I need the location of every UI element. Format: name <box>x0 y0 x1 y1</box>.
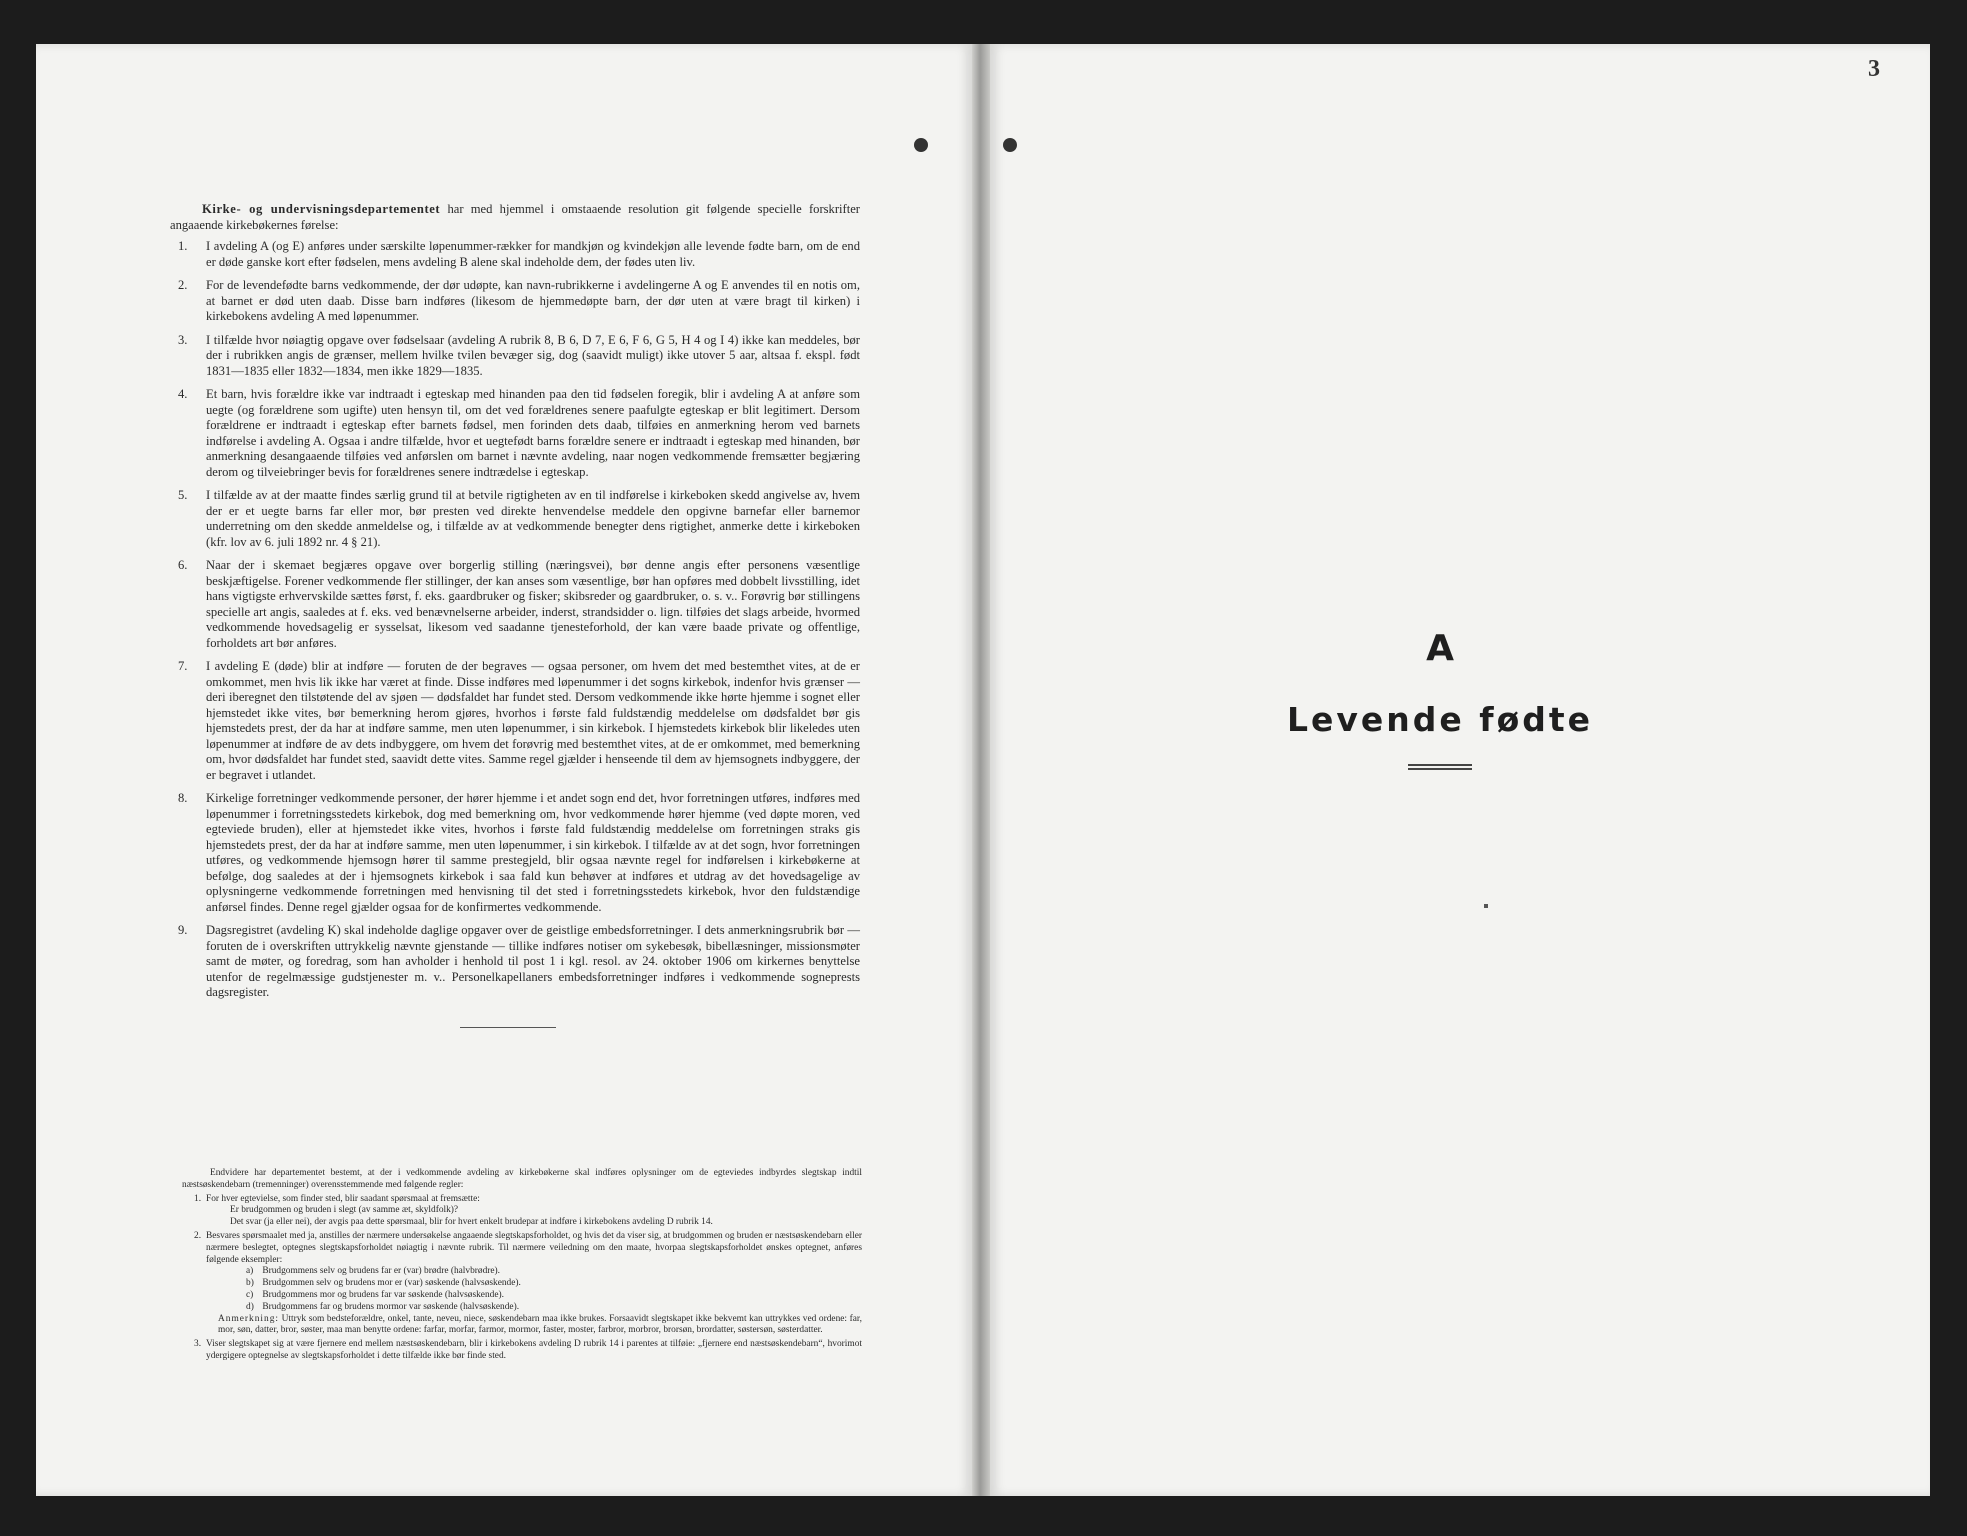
page-number: 3 <box>1868 56 1880 82</box>
example-text: Brudgommen selv og brudens mor er (var) søskende (halvsøskende). <box>262 1278 521 1289</box>
rule-text: For de levendefødte barns vedkommende, der dør udøpte, kan navn-rubrikkerne i avdelingerne A og E anvendes til en notis om, at barnet er død uten daab. Disse barn indføres (likesom de hjemmedøpte barn, der dør uten at være bragt til kirken) i kirkebokens avdeling A med løpenummer. <box>206 278 860 323</box>
rule-item <box>170 488 860 550</box>
supplement-rule <box>182 1231 862 1337</box>
rule-number: 5. <box>178 488 188 502</box>
rule-item <box>170 659 860 783</box>
intro-text: har med hjemmel i omstaaende resolution git følgende specielle forskrifter angaaende kirkebøkernes førelse: <box>170 202 860 232</box>
rule-text: I avdeling E (døde) blir at indføre — foruten de der begraves — ogsaa personer, om hvem det med bestemthet vites, at de er omkommet, men hvis lik ikke har været at finde. Disse indføres med løpenummer i det sogns kirkebok, indenfor hvis grænser — deri iberegnet den tilstøtende del av sjøen — dødsfaldet har fundet sted. Dersom vedkommende ikke hørte hjemme i sognet eller hjemstedet ikke vites, bør bemerkning herom gjøres, hvorhos i første fald fuldstændig meddelelse om dødsfaldet bør gis hjemstedets prest, der da har at indføre samme, men uten løpenummer, i sin kirkebok. I hjemstedets kirkebok blir likeledes uten løpenummer at indføre de av dets indbyggere, om hvem det forøvrig med bestemthet vites, at de er omkommet, med bemerkning om, hvor dødsfaldet har fundet sted, saavidt dette vites. Samme regel gjælder i henseende til dem av hjemsognets indbyggere, der er begravet i utlandet. <box>206 659 860 782</box>
supplement-text <box>182 1168 862 1365</box>
rule-item <box>170 333 860 380</box>
regulations-text <box>170 202 860 1028</box>
rule-text: Kirkelige forretninger vedkommende personer, der hører hjemme i et andet sogn end det, hvor forretningen utføres, indføres med løpenummer i forretningsstedets kirkebok, dog med bemerkning om, hvor vedkommende hører hjemme (ved døpte moren, ved egteviede bruden), eller at hjemstedet ikke vites, hvorhos i første fald fuldstændig meddelelse om forretningen straks gis hjemstedets prest, der da har at indføre samme, men uten løpenummer, i sin kirkebok. I tilfælde av at det sogn, hvor forretningen utføres, og vedkommende hjemsogn hører til samme prestegjeld, blir ogsaa nævnte regel for indførelsen i kirkebøkerne at befølge, dog saaledes at der i hjemsognets kirkebok i saa fald kun behøver at indføres et utdrag av det hovedsagelige av oplysningerne vedkommende forretningen med henvisning til det sted i forretningsstedets kirkebok, hvor den fuldstændige anførsel findes. Denne regel gjælder ogsaa for de konfirmertes vedkommende. <box>206 791 860 914</box>
example-item <box>206 1278 862 1290</box>
note-label: Anmerkning: <box>218 1313 279 1324</box>
example-label: b) <box>246 1278 254 1289</box>
section-title: Levende fødte <box>1286 700 1594 739</box>
example-item <box>206 1290 862 1302</box>
section-divider <box>460 1027 556 1028</box>
rule-item <box>170 387 860 480</box>
rule-item <box>170 923 860 1001</box>
example-label: d) <box>246 1301 254 1312</box>
rule-number: 3. <box>178 332 188 347</box>
binding-hole-right <box>1003 138 1017 152</box>
rule-text: I tilfælde hvor nøiagtig opgave over fødselsaar (avdeling A rubrik 8, B 6, D 7, E 6, F 6, G 5, H 4 og I 4) ikke kan meddeles, bør der i rubrikken angis de grænser, mellem hvilke tvilen bevæger sig, dog (saavidt muligt) ikke utover 5 aar, altsaa f. ekspl. født 1831—1835 eller 1832—1834, men ikke 1829—1835. <box>206 332 860 378</box>
rule-item <box>170 239 860 270</box>
right-page <box>990 44 1930 1496</box>
rule-number: 2. <box>194 1230 202 1241</box>
rule-text: I avdeling A (og E) anføres under særskilte løpenummer-rækker for mandkjøn og kvindekjøn alle levende fødte barn, om de end er døde ganske kort efter fødselen, mens avdeling B alene skal indeholde dem, der fødes uten liv. <box>206 239 860 269</box>
rule-text: Besvares spørsmaalet med ja, anstilles der nærmere undersøkelse angaaende slegtskapsforholdet, og hvis det da viser sig, at brudgommen og bruden er næstsøskendebarn eller nærmere beslegtet, optegnes slegtskapsforholdet nøiagtig i nævnte rubrik. Til nærmere veiledning om den maate, hvorpaa slegtskapsforholdet ønskes optegnet, anføres følgende eksempler: <box>206 1230 862 1265</box>
paper-speck <box>1484 904 1488 908</box>
example-item <box>206 1266 862 1278</box>
rule-text: Naar der i skemaet begjæres opgave over borgerlig stilling (næringsvei), bør denne angis efter personens væsentlige beskjæftigelse. Forener vedkommende fler stillinger, der kan anses som væsentlige, bør han opføres med dobbelt livsstilling, idet hans vigtigste erhvervskilde sættes først, f. eks. gaardbruker og fisker; skibsreder og gaardbruker, o. s. v.. Forøvrig bør stillingens specielle art angis, saaledes at f. eks. ved benævnelserne arbeider, inderst, strandsidder o. lign. tilføies det slags arbeide, hvormed vedkommende hovedsagelig er sysselsat, likesom ved saadanne tjenesteforhold, der kan være baade private og offentlige, forholdets art bør anføres. <box>206 558 860 650</box>
rule-number: 8. <box>178 791 188 805</box>
rule-text: I tilfælde av at der maatte findes særlig grund til at betvile rigtigheten av en til indførelse i kirkeboken skedd angivelse av, hvem der er et uegte barns far eller mor, bør presten ved direkte henvendelse meddele den opgivne barnefar eller barnemor underretning om den skedde anmeldelse og, i tilfælde av at vedkommende benegter dens rigtighet, anmerke dette i kirkeboken (kfr. lov av 6. juli 1892 nr. 4 § 21). <box>206 488 860 549</box>
rule-body <box>206 1231 862 1337</box>
rule-number: 7. <box>178 659 188 673</box>
binding-hole-left <box>914 138 928 152</box>
note-text: Uttryk som bedsteforældre, onkel, tante, neveu, niece, søskendebarn maa ikke brukes. Forsaavidt slegtskapet ikke bekvemt kan uttrykkes ved ordene: far, mor, søn, datter, bror, søster, maa man benytte ordene: farfar, morfar, farmor, mormor, faster, moster, farbror, morbror, brorsøn, brordatter, søstersøn, søsterdatter. <box>218 1313 863 1336</box>
title-underline <box>1408 764 1472 770</box>
section-letter: A <box>1426 628 1454 669</box>
regulations-intro <box>170 202 860 233</box>
rule-text: Et barn, hvis forældre ikke var indtraadt i egteskap med hinanden paa den tid fødselen foregik, blir i avdeling A at anføre som uegte (og forældrene som ugifte) uten hensyn til, om det ved forældrenes senere paafulgte egteskap er blit legitimert. Dersom forældrene er indtraadt i egteskap efter barnets fødsel, men forinden dets daab, tilføies en anmerkning herom ved barnets indførelse i avdeling A. Ogsaa i andre tilfælde, hvor et uegtefødt barns forældre senere er indtraadt i egteskap med hinanden, bør anmerkning desangaaende tilføies ved anførslen om barnet i nævnte avdeling, naar nogen vedkommende fremsætter begjæring derom og tilveiebringer bevis for forældrenes senere indtrædelse i egteskap. <box>206 387 860 479</box>
example-label: c) <box>246 1289 254 1300</box>
rule-number: 2. <box>178 278 188 292</box>
supplement-rule <box>182 1194 862 1229</box>
example-item <box>206 1302 862 1314</box>
rule-number: 3. <box>194 1339 202 1350</box>
rule-number: 1. <box>178 239 188 253</box>
supplement-rule <box>182 1339 862 1363</box>
rule-text: Viser slegtskapet sig at være fjernere end mellem næstsøskendebarn, blir i kirkebokens avdeling D rubrik 14 i parentes at tilføie: „fjernere end næstsøskendebarn“, hvorimot ydergigere optegnelse av slegtskapsforholdet i dette tilfælde ikke bør finde sted. <box>206 1339 862 1361</box>
rule-item <box>170 278 860 325</box>
answer-instruction: Det svar (ja eller nei), der avgis paa dette spørsmaal, blir for hvert enkelt brudepar at indføre i kirkebokens avdeling D rubrik 14. <box>230 1217 713 1228</box>
supplement-intro: Endvidere har departementet bestemt, at der i vedkommende avdeling av kirkebøkerne skal indføres oplysninger om de egteviedes indbyrdes slegtskap indtil næstsøskendebarn (tremenninger) overensstemmende med følgende regler: <box>182 1168 862 1190</box>
rule-text: Dagsregistret (avdeling K) skal indeholde daglige opgaver over de geistlige embedsforretninger. I dets anmerkningsrubrik bør — foruten de i overskriften uttrykkelig nævnte gjenstande — tillike indføres notiser om sykebesøk, bibellæsninger, missionsmøter samt de møter, og foredrag, som han avholder i henhold til post 1 i kgl. resol. av 24. oktober 1906 om kirkernes benyttelse utenfor de regelmæssige gudstjenester m. v.. Personelkapellaners embedsforretninger indføres i vedkommende sogneprests dagsregister. <box>206 923 860 999</box>
rule-text: For hver egtevielse, som finder sted, blir saadant spørsmaal at fremsætte: <box>206 1193 480 1204</box>
example-text: Brudgommens far og brudens mormor var søskende (halvsøskende). <box>262 1301 520 1312</box>
rules-list <box>170 239 860 1001</box>
question-text: Er brudgommen og bruden i slegt (av samme æt, skyldfolk)? <box>230 1205 459 1216</box>
rule-number: 1. <box>194 1193 202 1204</box>
department-name: Kirke- og undervisningsdepartementet <box>202 202 441 216</box>
rule-number: 4. <box>178 387 188 401</box>
example-text: Brudgommens selv og brudens far er (var) brødre (halvbrødre). <box>262 1266 501 1277</box>
rule-number: 9. <box>178 923 188 937</box>
book-gutter <box>972 44 990 1496</box>
rule-item <box>170 791 860 915</box>
rule-number: 6. <box>178 558 188 572</box>
rule-body <box>206 1194 862 1229</box>
example-label: a) <box>246 1266 254 1277</box>
example-text: Brudgommens mor og brudens far var søskende (halvsøskende). <box>262 1289 504 1300</box>
note <box>206 1314 862 1338</box>
rule-item <box>170 558 860 651</box>
